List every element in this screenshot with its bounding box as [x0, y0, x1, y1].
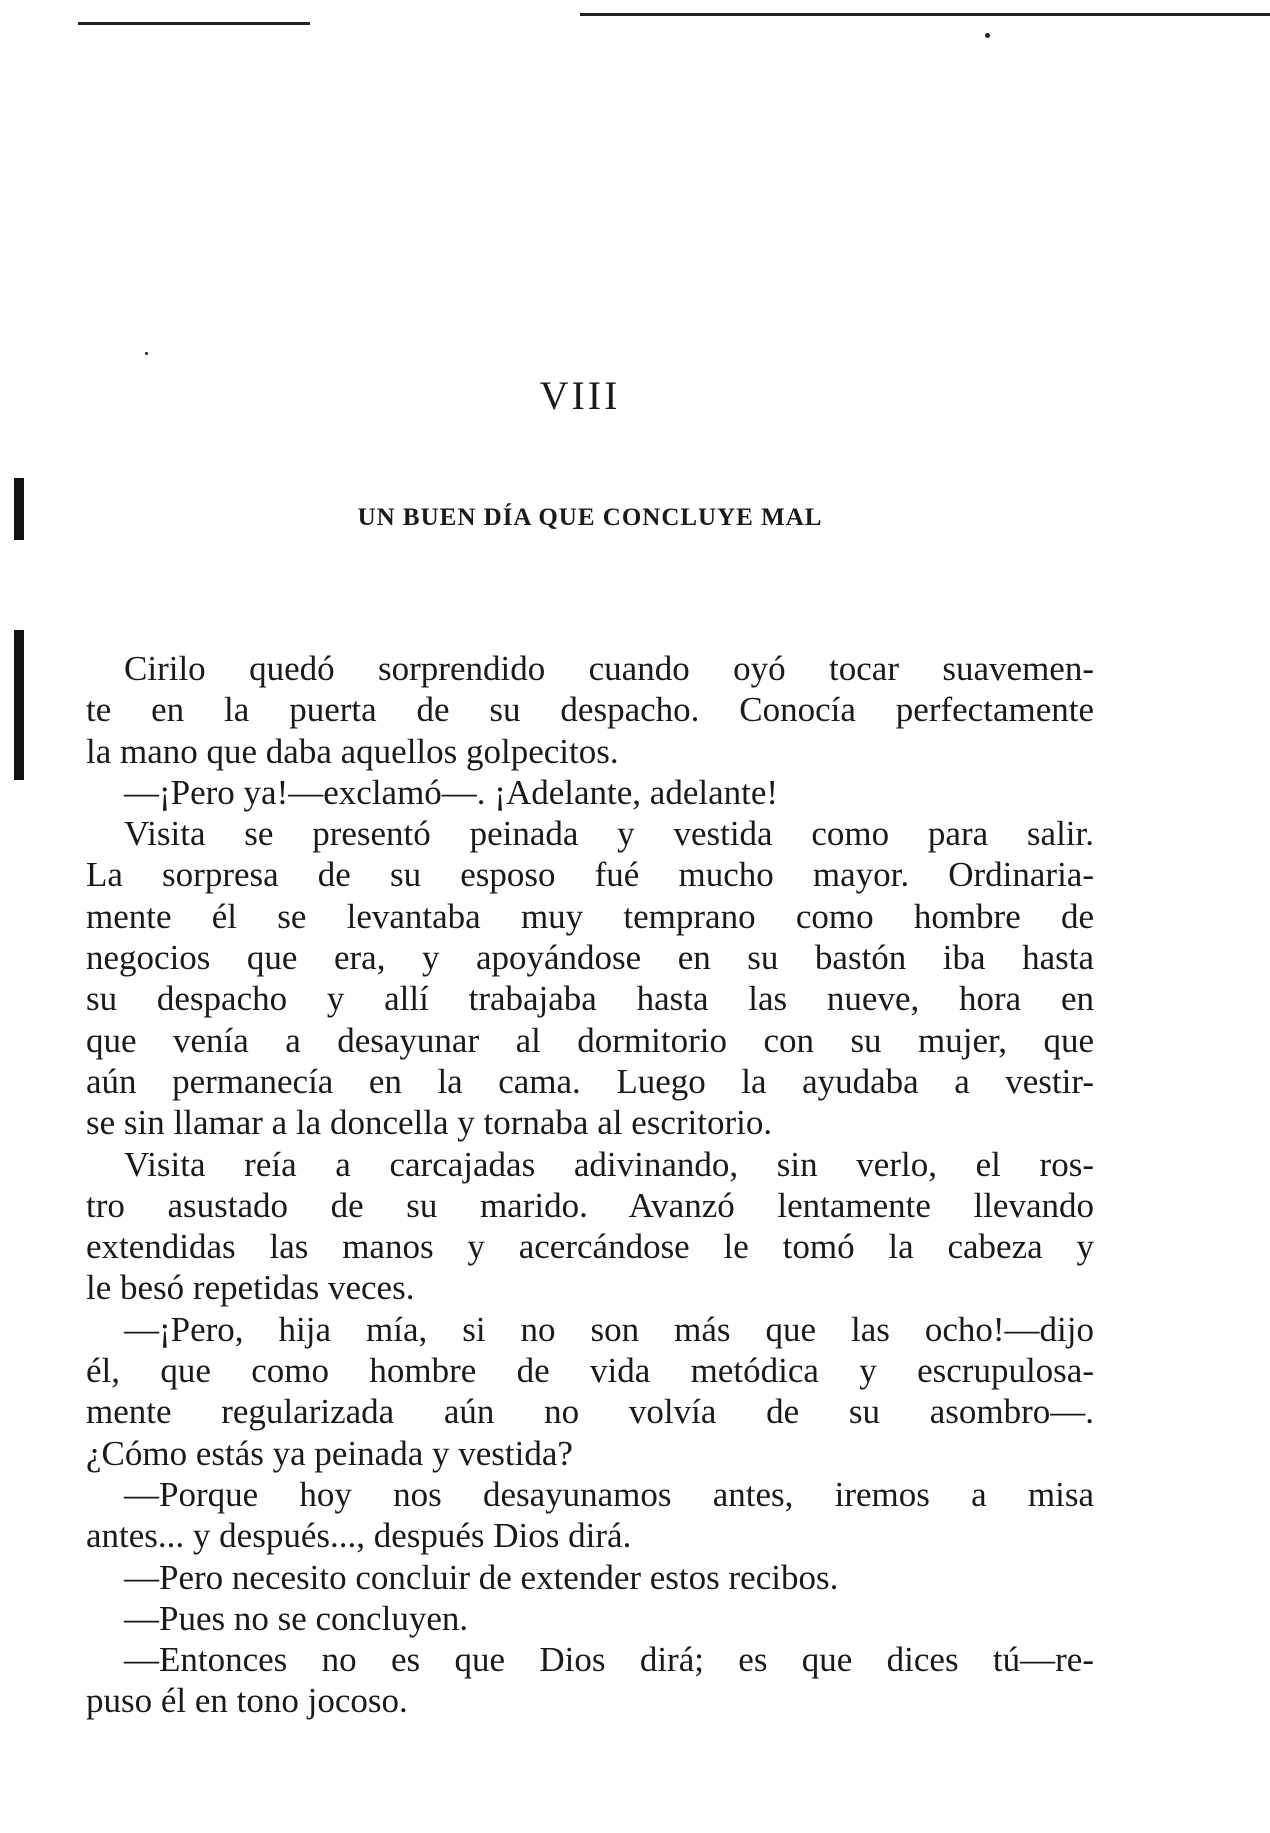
- text-line: negocios que era, y apoyándose en su bastón iba hasta: [86, 938, 1094, 978]
- text-line: ¿Cómo estás ya peinada y vestida?: [86, 1433, 573, 1473]
- text-line: mente regularizada aún no volvía de su asombro—.: [86, 1392, 1094, 1432]
- text-line: su despacho y allí trabajaba hasta las nueve, hora en: [86, 979, 1094, 1019]
- body-text: [86, 648, 1094, 1722]
- margin-mark: [14, 630, 24, 780]
- chapter-title: UN BUEN DÍA QUE CONCLUYE MAL: [357, 504, 823, 531]
- text-line: la mano que daba aquellos golpecitos.: [86, 731, 619, 771]
- text-line: Visita reía a carcajadas adivinando, sin verlo, el ros-: [124, 1144, 1094, 1184]
- text-line: La sorpresa de su esposo fué mucho mayor. Ordinaria-: [86, 855, 1094, 895]
- text-line: él, que como hombre de vida metódica y escrupulosa-: [86, 1351, 1094, 1391]
- speck: [985, 33, 990, 38]
- text-line: —Pues no se concluyen.: [124, 1598, 469, 1638]
- text-line: —Entonces no es que Dios dirá; es que dices tú—re-: [124, 1640, 1094, 1680]
- text-line: le besó repetidas veces.: [86, 1268, 415, 1308]
- top-rule-right: [580, 13, 1270, 16]
- text-line: se sin llamar a la doncella y tornaba al escritorio.: [86, 1103, 773, 1143]
- text-line: Visita se presentó peinada y vestida como para salir.: [124, 814, 1094, 854]
- margin-mark: [14, 478, 24, 540]
- text-line: —¡Pero ya!—exclamó—. ¡Adelante, adelante!: [124, 772, 779, 812]
- text-line: tro asustado de su marido. Avanzó lentamente llevando: [86, 1185, 1094, 1225]
- text-line: —Porque hoy nos desayunamos antes, iremos a misa: [124, 1474, 1094, 1514]
- text-line: —¡Pero, hija mía, si no son más que las ocho!—dijo: [124, 1309, 1094, 1349]
- text-line: aún permanecía en la cama. Luego la ayudaba a vestir-: [86, 1061, 1094, 1101]
- text-line: —Pero necesito concluir de extender estos recibos.: [124, 1557, 839, 1597]
- text-line: antes... y después..., después Dios dirá.: [86, 1516, 632, 1556]
- chapter-number: VIII: [539, 373, 621, 418]
- speck: [145, 352, 148, 355]
- text-line: puso él en tono jocoso.: [86, 1681, 408, 1721]
- text-line: Cirilo quedó sorprendido cuando oyó tocar suavemen-: [124, 649, 1094, 688]
- text-line: mente él se levantaba muy temprano como hombre de: [86, 896, 1094, 936]
- text-line: que venía a desayunar al dormitorio con su mujer, que: [86, 1020, 1094, 1060]
- text-line: extendidas las manos y acercándose le tomó la cabeza y: [86, 1227, 1094, 1267]
- top-rule-left: [78, 22, 310, 25]
- text-line: te en la puerta de su despacho. Conocía perfectamente: [86, 690, 1094, 730]
